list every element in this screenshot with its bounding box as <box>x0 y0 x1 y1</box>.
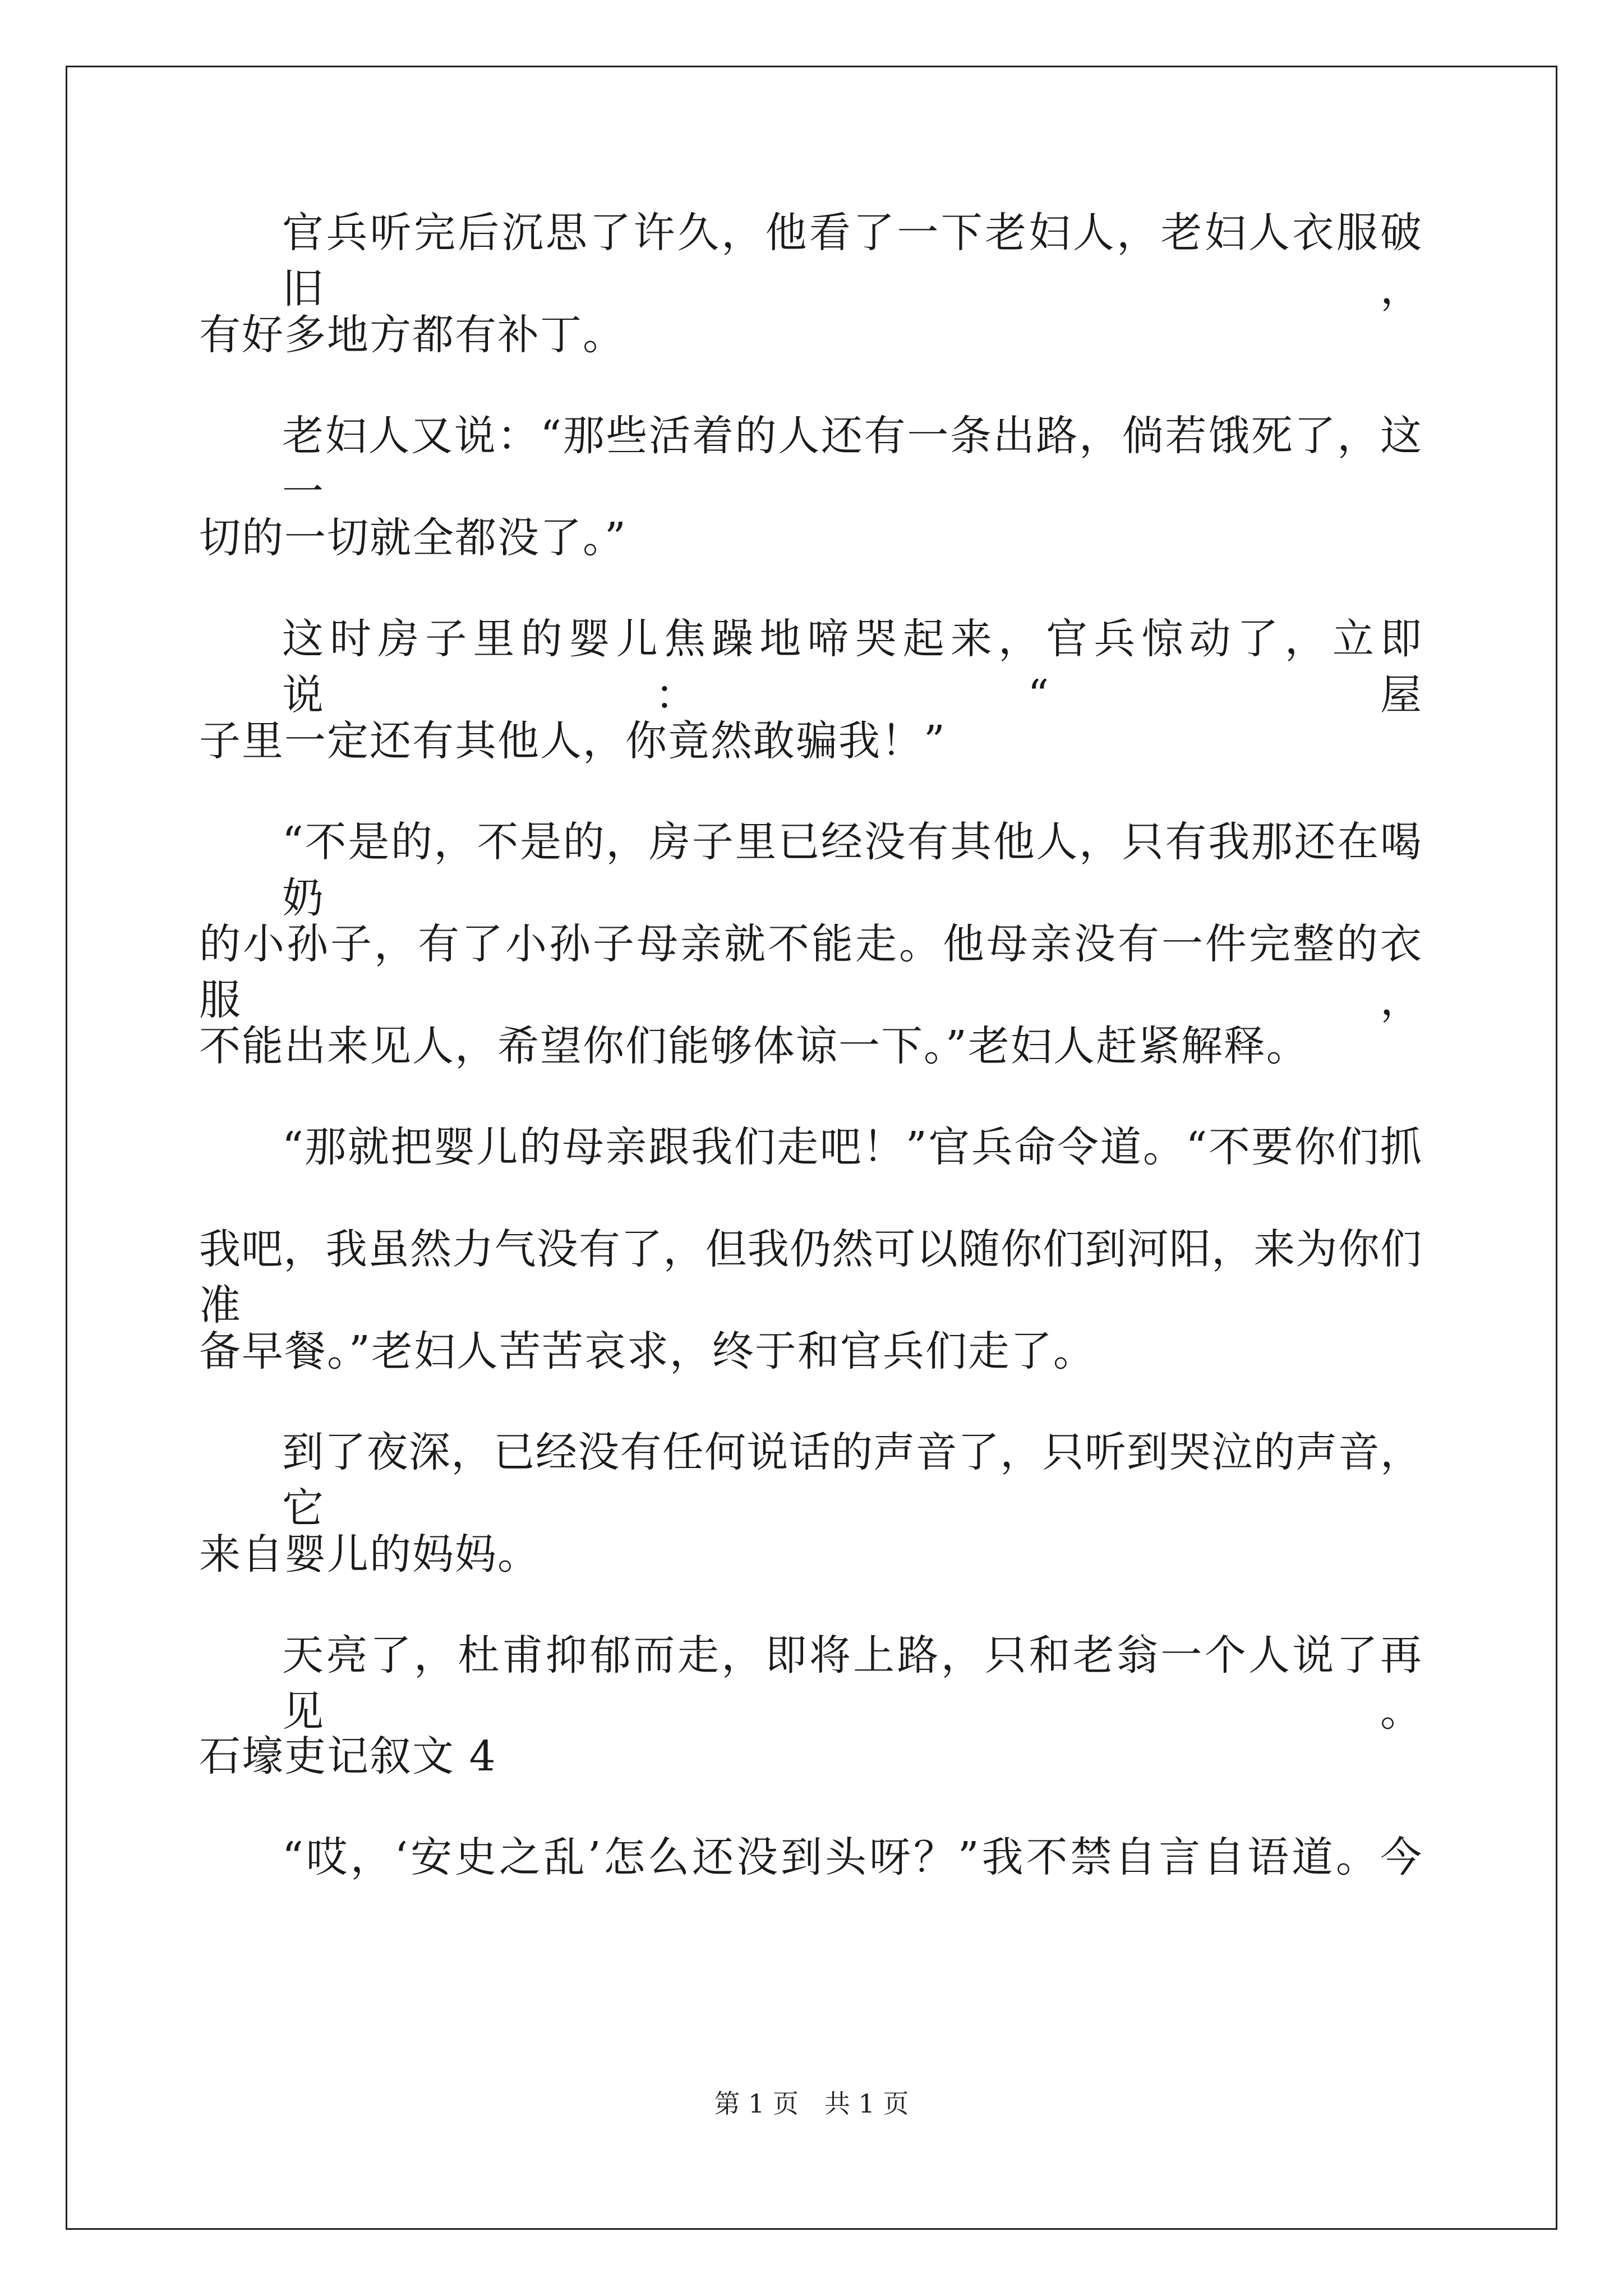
paragraph-line: 天亮了，杜甫抑郁而走，即将上路，只和老翁一个人说了再见。 <box>282 1631 1422 1736</box>
section-heading: 石壕吏记叙文 4 <box>199 1732 497 1780</box>
paragraph-line: 我吧，我虽然力气没有了，但我仍然可以随你们到河阳，来为你们准 <box>199 1225 1422 1329</box>
paragraph-line: 这时房子里的婴儿焦躁地啼哭起来，官兵惊动了，立即说：“屋 <box>282 615 1422 719</box>
paragraph-line: 子里一定还有其他人，你竟然敢骗我！” <box>199 717 946 765</box>
paragraph-line: “那就把婴儿的母亲跟我们走吧！”官兵命令道。“不要你们抓 <box>282 1123 1422 1171</box>
paragraph-line: 的小孙子，有了小孙子母亲就不能走。他母亲没有一件完整的衣服， <box>199 920 1422 1024</box>
paragraph-line: 切的一切就全都没了。” <box>199 514 627 562</box>
paragraph-line: “哎，‘安史之乱’怎么还没到头呀？”我不禁自言自语道。今 <box>282 1833 1422 1881</box>
paragraph-line: 老妇人又说：“那些活着的人还有一条出路，倘若饿死了，这一 <box>282 412 1422 516</box>
paragraph-line: 不能出来见人，希望你们能够体谅一下。”老妇人赶紧解释。 <box>199 1022 1309 1070</box>
paragraph-line: 到了夜深，已经没有任何说话的声音了，只听到哭泣的声音，它 <box>282 1428 1422 1533</box>
paragraph-line: “不是的，不是的，房子里已经没有其他人，只有我那还在喝奶 <box>282 818 1422 922</box>
paragraph-line: 来自婴儿的妈妈。 <box>199 1530 540 1579</box>
page-footer: 第 1 页 共 1 页 <box>714 2088 909 2119</box>
paragraph-line: 官兵听完后沉思了许久，他看了一下老妇人，老妇人衣服破旧， <box>282 209 1422 313</box>
paragraph-line: 有好多地方都有补丁。 <box>199 311 625 359</box>
paragraph-line: 备早餐。”老妇人苦苦哀求，终于和官兵们走了。 <box>199 1327 1096 1375</box>
